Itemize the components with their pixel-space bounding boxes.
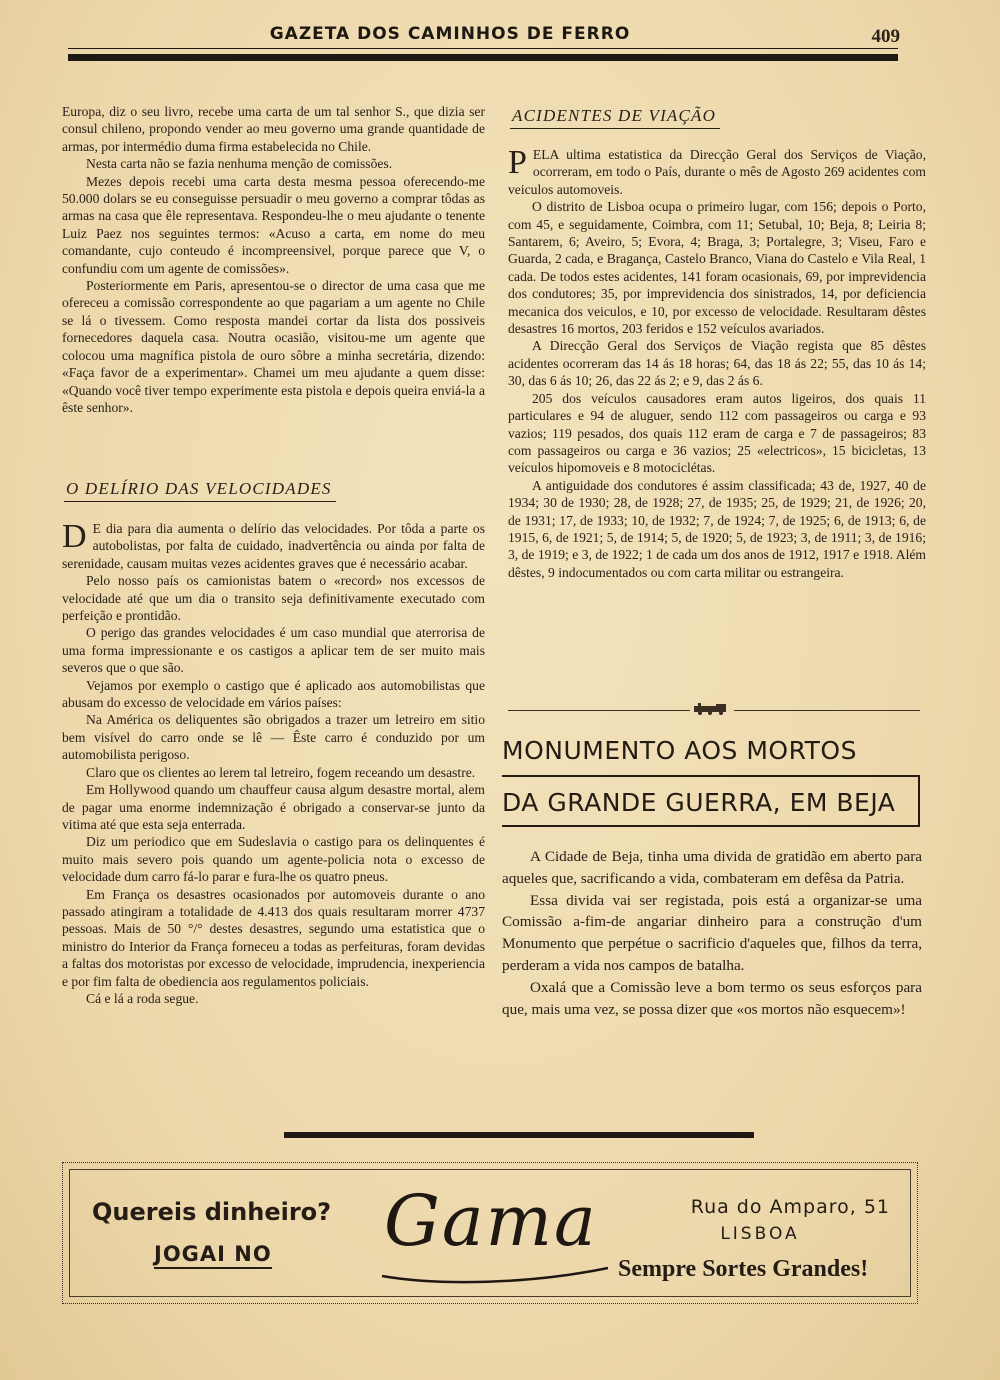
monument-title-rule	[502, 775, 920, 777]
locomotive-icon	[690, 702, 734, 716]
article-paragraph: O perigo das grandes velocidades é um caso mundial que aterrorisa de uma forma impressionante e os castigos a aplicar tem de ser muito mais severos que o que são.	[62, 625, 485, 676]
section-heading-acidentes: ACIDENTES DE VIAÇÃO	[510, 106, 720, 129]
section-divider-rule	[284, 1132, 754, 1138]
monument-title-rule	[502, 825, 920, 827]
section-heading-velocidades: O DELÍRIO DAS VELOCIDADES	[64, 479, 336, 502]
article-paragraph: Na América os deliquentes são obrigados a trazer um letreiro em sitio bem visível do carro onde se lê — Êste carro é conduzido por um automobilista perigoso.	[62, 712, 485, 763]
right-column-article	[508, 146, 926, 581]
logo-swash-icon	[380, 1262, 610, 1286]
gama-logo: Gama	[384, 1180, 598, 1262]
ad-call: JOGAI NO	[154, 1242, 272, 1269]
article-paragraph: A antiguidade dos condutores é assim classificada; 43 de, 1927, 40 de 1934; 30 de 1930; 28, de 1928; 27, de 1935; 25, de 1929; 21, de 1926; 20, de 1931; 17, de 1933; 10, de 1932; 7, de 1924; 7, de 1925; 6, de 1913; 6, de 1915, 6, de 1921; 5, de 1914; 5, de 1920; 5, de 1923; 3, de 1911; 3, de 1916; 3, de 1919; e 3, de 1922; 1 de cada um dos anos de 1912, 1917 e 1918. Além dêstes, 9 indocumentados ou com carta militar ou estrangeira.	[508, 477, 926, 580]
article-paragraph: A Direcção Geral dos Serviços de Viação regista que 85 dêstes acidentes ocorreram das 14 ás 18 horas; 64, das 18 ás 22; 55, das 10 ás 14; 30, das 6 ás 10; 26, das 22 ás 2; e 9, das 2 ás 6.	[508, 338, 926, 389]
article-paragraph: 205 dos veículos causadores eram autos ligeiros, dos quais 11 particulares e 94 de aluguer, sendo 112 com passageiros ou carga e 93 vazios; 119 pesados, dos quais 112 eram de carga e 7 de passageiros; 83 com passageiros ou carga e 36 vazios; 25 «electricos», 15 bicicletas, 13 veículos hipomoveis e 8 motociclétas.	[508, 390, 926, 476]
ad-slogan: Sempre Sortes Grandes!	[618, 1256, 869, 1282]
ad-question: Quereis dinheiro?	[92, 1198, 332, 1226]
article-paragraph: Nesta carta não se fazia nenhuma menção de comissões.	[86, 156, 393, 172]
article-paragraph: O distrito de Lisboa ocupa o primeiro lugar, com 156; depois o Porto, com 45, e seguidamente, Coimbra, com 11; Setubal, 10; Beja, 8; Leiria 8; Santarem, 6; Aveiro, 5; Evora, 4; Braga, 3; Portalegre, 3; Viseu, Faro e Guarda, 2 cada, e Bragança, Castelo Branco, Viana do Castelo e Vila Real, 1 cada. De todos estes acidentes, 141 foram ocasionais, 69, por imprevidencia dos condutores; 35, por imprevidencia dos sinistrados, 14, por deficiencia mecanica dos veiculos, e 10, por excesso de velocidade. Resultaram dêstes desastres 16 mortos, 203 feridos e 152 veículos avariados.	[508, 199, 926, 337]
article-first-para: E dia para dia aumenta o delírio das velocidades. Por tôda a parte os autobolistas, por falta de cuidado, inadvertência ou ainda por falta de serenidade, causam muitas vezes acidentes graves que é necessário acabar.	[62, 521, 485, 571]
article-paragraph: Em França os desastres ocasionados por automoveis durante o ano passado atingiram a totalidade de 4.413 dos quais resultaram morrer 4737 pessoas. Mais de 50 °/° destes desastres, segundo uma estatistica que o ministro do Interior da França forneceu a todas as perfeituras, foram devidas a faltas dos motoristas por excesso de velocidade, imprudencia, inexperiencia e por fim falta de obediencia aos regulamentos policiais.	[62, 886, 485, 989]
article-paragraph: Claro que os clientes ao lerem tal letreiro, fogem receando um desastre.	[86, 764, 476, 780]
journal-title: GAZETA DOS CAMINHOS DE FERRO	[269, 24, 631, 44]
article-first-para: ELA ultima estatistica da Direcção Geral dos Serviços de Viação, ocorreram, em todo o País, durante o mês de Agosto 269 acidentes com veiculos automoveis.	[508, 147, 926, 197]
left-column-article	[62, 520, 485, 1007]
page-number: 409	[871, 26, 900, 47]
article-paragraph: Europa, diz o seu livro, recebe uma carta de um tal senhor S., que dizia ser consul chileno, propondo vender ao meu governo uma grande quantidade de armas, por intermédio duma firma estabelecida no Chile.	[62, 104, 485, 154]
drop-cap: P	[508, 144, 527, 181]
article-paragraph: Pelo nosso país os camionistas batem o «record» nos excessos de velocidade até que um dia o transito seja definitivamente executado com perfeição e prontidão.	[62, 573, 485, 624]
drop-cap: D	[62, 518, 87, 555]
masthead-thin-rule	[68, 48, 898, 49]
masthead-heavy-rule	[68, 54, 898, 61]
article-paragraph: Diz um periodico que em Sudeslavia o castigo para os delinquentes é muito mais severo pois quando um agente-policia nota o excesso de velocidade dum carro fá-lo parar e fura-lhe os quatro pneus.	[62, 834, 485, 885]
monument-title-line2: DA GRANDE GUERRA, EM BEJA	[502, 788, 896, 817]
article-paragraph: Mezes depois recebi uma carta desta mesma pessoa oferecendo-me 50.000 dolars se eu conseguisse persuadir o meu governo a comprar tôdas as armas na casa que êle representava. Respondeu-lhe o meu ajudante o tenente Luiz Paez nos seguintes termos: «Acuso a carta, em nome do meu comandante, cujo conteudo é incompreensivel, porque parece que V, o confundiu com um agente de comissões».	[62, 173, 485, 276]
article-paragraph: Em Hollywood quando um chauffeur causa algum desastre mortal, alem de pagar uma enorme indemnização é obrigado a conservar-se junto da vitima até que esta seja enterrada.	[62, 782, 485, 832]
ad-city: LISBOA	[720, 1224, 800, 1244]
monument-title-line1: MONUMENTO AOS MORTOS	[502, 736, 857, 765]
article-paragraph: Cá e lá a roda segue.	[86, 990, 199, 1006]
article-paragraph: Oxalá que a Comissão leve a bom termo os seus esforços para que, mais uma vez, se possa dizer que «os mortos não esquecem»!	[502, 978, 922, 1018]
article-paragraph: Posteriormente em Paris, apresentou-se o director de uma casa que me ofereceu a comissão correspondente ao que pagariam a um agente no Chile se lá o tivessem. Como resposta mandei cortar da lista dos possiveis fornecedores daquela casa. Noutra ocasião, visitou-me um agente que colocou uma magnífica pistola de ouro sôbre a minha secretária, dizendo: «Faça favor de a experimentar». Chamei um meu ajudante a quem disse: «Quando você tiver tempo experimente esta pistola e depois queira enviá-la a êste senhor».	[62, 278, 485, 415]
article-paragraph	[62, 520, 485, 572]
ad-address: Rua do Amparo, 51	[690, 1196, 890, 1218]
monument-article	[502, 846, 922, 1020]
article-paragraph: A Cidade de Beja, tinha uma divida de gratidão em aberto para aqueles que, sacrificando a vida, combateram em defêsa da Patria.	[502, 848, 922, 887]
article-paragraph: Essa divida vai ser registada, pois está a organizar-se uma Comissão a-fim-de angariar dinheiro para a construção d'um Monumento que perpétue o sacrificio d'aqueles que, filhos da terra, perderam a vida nos campos de batalha.	[502, 891, 922, 974]
left-column	[62, 103, 485, 416]
article-paragraph	[508, 146, 926, 198]
article-paragraph: Vejamos por exemplo o castigo que é aplicado aos automobilistas que abusam do excesso de velocidade em vários países:	[62, 677, 485, 711]
